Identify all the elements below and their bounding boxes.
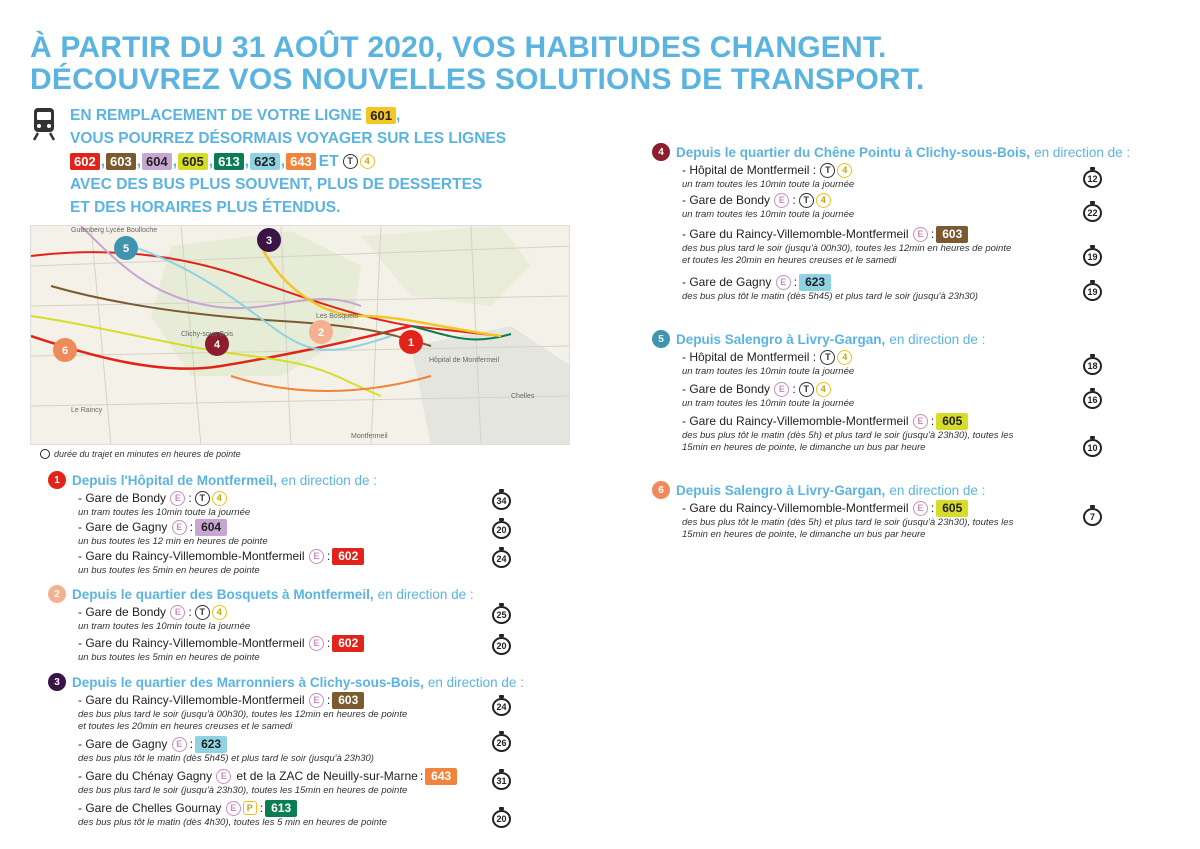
colon: : [930,227,935,241]
tram-symbol-icon: T [343,154,358,169]
destination-name: - Gare de Chelles Gournay [78,801,222,815]
destination-description: un bus toutes les 5min en heures de pointe [78,652,260,663]
line-badge-613: 613 [214,153,244,170]
stopwatch-icon [1083,505,1102,526]
section-suffix: en direction de : [889,482,986,498]
tram-line-4-icon: 4 [212,605,227,620]
map-label-clichy: Clichy-sous-Bois [181,331,234,338]
section-3 [48,673,524,828]
section-1 [48,471,507,576]
section-6 [652,481,1095,540]
section-suffix: en direction de : [889,331,986,347]
separator: , [280,153,286,170]
line-badge-605: 605 [178,153,208,170]
section-5 [652,330,1098,453]
destination-row [78,767,457,785]
travel-time: 24 [492,550,511,568]
destination-row [682,161,854,179]
line-badge-603: 603 [332,692,364,709]
line-badge-603: 603 [936,226,968,243]
destination-row [682,273,978,291]
destination-row [78,603,250,621]
stopwatch-icon [40,449,50,459]
destination-item [682,273,978,303]
stopwatch-icon [1083,354,1102,375]
line-badge-602: 602 [332,635,364,652]
headline [30,32,925,96]
intro-line-5: ET DES HORAIRES PLUS ÉTENDUS. [70,199,341,216]
destination-description: des bus plus tard le soir (jusqu'à 00h30), toutes les 12min en heures de pointe [682,243,1012,254]
intro-line-4: AVEC DES BUS PLUS SOUVENT, PLUS DE DESSERTES [70,176,483,193]
destination-name: - Gare du Raincy-Villemomble-Montfermeil [78,636,305,650]
separator: , [208,153,214,170]
tram-symbol-icon: T [799,193,814,208]
destination-row [78,799,387,817]
destination-name: - Gare du Raincy-Villemomble-Montfermeil [682,227,909,241]
line-badge-623: 623 [799,274,831,291]
stopwatch-icon [492,731,511,752]
map-marker-5: 5 [122,243,130,255]
tram-icon [30,106,58,142]
destination-name: - Gare de Bondy [78,491,167,505]
intro-line-1 [70,104,506,127]
tram-line-4-icon: 4 [212,491,227,506]
rer-e-icon: E [172,737,187,752]
colon: : [930,414,935,428]
destination-name: - Gare de Gagny [78,520,168,534]
destination-description: et toutes les 20min en heures creuses et le samedi [682,255,897,266]
destination-row [78,518,268,536]
section-heading [48,471,377,489]
separator: , [172,153,178,170]
destination-row [78,691,407,709]
destination-description: des bus plus tard le soir (jusqu'à 23h30), toutes les 15min en heures de pointe [78,785,408,796]
section-number-badge: 4 [652,143,670,161]
section-4 [652,143,1131,302]
section-number-badge: 1 [48,471,66,489]
destination-name: - Gare de Bondy [682,193,771,207]
destination-row [78,634,364,652]
destination-item [682,348,854,378]
rer-e-icon: E [913,227,928,242]
destination-name: - Gare du Raincy-Villemomble-Montfermeil [78,549,305,563]
section-title: Depuis le quartier du Chêne Pointu à Clichy-sous-Bois, [676,144,1031,160]
stopwatch-icon [492,695,511,716]
intro-text: EN REMPLACEMENT DE VOTRE LIGNE [70,107,362,124]
tram-symbol-icon: T [820,350,835,365]
separator: , [136,153,142,170]
section-title: Depuis Salengro à Livry-Gargan, [676,331,886,347]
destination-item [78,767,457,797]
travel-time: 18 [1083,357,1102,375]
stopwatch-icon [492,634,511,655]
line-badge-604: 604 [142,153,172,170]
tram-symbol-icon: T [820,163,835,178]
map-marker-1: 1 [407,337,415,349]
travel-time: 20 [492,810,511,828]
headline-line-1: À PARTIR DU 31 AOÛT 2020, VOS HABITUDES CHANGENT. [30,31,887,64]
destination-description: un tram toutes les 10min toute la journée [682,398,855,409]
destination-description: et toutes les 20min en heures creuses et le samedi [78,721,293,732]
travel-time: 19 [1083,283,1102,301]
rer-e-icon: E [774,193,789,208]
rer-e-icon: E [309,693,324,708]
stopwatch-icon [1083,201,1102,222]
tram-line-4-icon: 4 [816,193,831,208]
colon: : [189,520,194,534]
line-badge-623: 623 [195,736,227,753]
stopwatch-icon [492,547,511,568]
rer-e-icon: E [216,769,231,784]
destination-row [78,489,250,507]
line-badge-623: 623 [250,153,280,170]
tram-line-4-icon: 4 [837,163,852,178]
map-label-hopital: Hôpital de Montfermeil [429,357,500,364]
destination-row [682,191,854,209]
colon: : [326,636,331,650]
section-heading [652,143,1130,161]
destination-description: 15min en heures de pointe, le dimanche un bus par heure [682,442,926,453]
colon: : [419,769,424,783]
travel-time: 31 [492,772,511,790]
colon: : [792,382,796,396]
colon: : [792,193,796,207]
section-number-badge: 2 [48,585,66,603]
destination-item [78,634,364,664]
destination-name: - Gare du Raincy-Villemomble-Montfermeil [682,501,909,515]
map-legend [40,449,241,459]
destination-description: un tram toutes les 10min toute la journée [78,507,251,518]
line-badge-604: 604 [195,519,227,536]
section-heading [48,585,474,603]
tram-line-4-icon: 4 [360,154,375,169]
rer-e-icon: E [774,382,789,397]
destination-name: - Gare de Gagny [78,737,168,751]
travel-time: 22 [1083,204,1102,222]
stopwatch-icon [492,769,511,790]
destination-item [682,225,1011,267]
map-label-montfermeil: Montfermeil [351,433,388,440]
rer-e-icon: E [309,636,324,651]
destination-item [78,489,250,519]
line-badge-602: 602 [332,548,364,565]
tram-line-4-icon: 4 [837,350,852,365]
map-label-bosquets: Les Bosquets [316,313,359,320]
map-drawing [31,226,570,445]
destination-description: des bus plus tard le soir (jusqu'à 00h30), toutes les 12min en heures de pointe [78,709,408,720]
line-badge-601: 601 [366,107,396,124]
destination-description: des bus plus tôt le matin (dès 5h45) et plus tard le soir (jusqu'à 23h30) [682,291,978,302]
destination-name: - Gare de Bondy [78,605,167,619]
section-title: Depuis Salengro à Livry-Gargan, [676,482,886,498]
map-label-chelles: Chelles [511,393,535,400]
map-label-le-raincy: Le Raincy [71,407,103,414]
parking-icon: P [243,801,257,815]
rer-e-icon: E [776,275,791,290]
section-suffix: en direction de : [1034,144,1131,160]
stopwatch-icon [1083,280,1102,301]
travel-time: 25 [492,606,511,624]
tram-line-4-icon: 4 [816,382,831,397]
section-title: Depuis l'Hôpital de Montfermeil, [72,472,277,488]
map-marker-3: 3 [265,235,273,247]
stopwatch-icon [492,807,511,828]
colon: : [793,275,798,289]
section-number-badge: 6 [652,481,670,499]
line-badge-603: 603 [106,153,136,170]
destination-item [78,603,250,633]
rer-e-icon: E [170,491,185,506]
destination-row [682,499,1013,517]
separator: , [244,153,250,170]
section-number-badge: 5 [652,330,670,348]
line-badge-602: 602 [70,153,100,170]
destination-row [78,547,364,565]
destination-item [78,691,407,733]
line-badge-643: 643 [286,153,316,170]
destination-item [682,161,854,191]
section-suffix: en direction de : [377,586,474,602]
tram-symbol-icon: T [799,382,814,397]
destination-description: des bus plus tôt le matin (dès 4h30), toutes les 5 min en heures de pointe [78,817,387,828]
destination-name-extra: et de la ZAC de Neuilly-sur-Marne [236,769,418,783]
headline-line-2: DÉCOUVREZ VOS NOUVELLES SOLUTIONS DE TRANSPORT. [30,63,925,96]
rer-e-icon: E [226,801,241,816]
section-title: Depuis le quartier des Bosquets à Montfermeil, [72,586,374,602]
destination-row [78,735,374,753]
section-2 [48,585,507,663]
destination-description: un tram toutes les 10min toute la journée [78,621,251,632]
line-badge-613: 613 [265,800,297,817]
section-heading [48,673,524,691]
destination-description: un bus toutes les 12 min en heures de pointe [78,536,268,547]
colon: : [326,693,331,707]
section-suffix: en direction de : [280,472,378,488]
destination-row [682,348,854,366]
line-badge-605: 605 [936,500,968,517]
travel-time: 34 [492,492,511,510]
destination-name: - Gare du Chénay Gagny [78,769,213,783]
colon: : [259,801,264,815]
map-marker-4: 4 [213,339,221,351]
line-badge-643: 643 [425,768,457,785]
travel-time: 26 [492,734,511,752]
destination-item [78,518,268,548]
destination-description: un tram toutes les 10min toute la journée [682,179,855,190]
destination-item [78,799,387,829]
travel-time: 24 [492,698,511,716]
travel-time: 12 [1083,170,1102,188]
destination-description: des bus plus tôt le matin (dès 5h) et plus tard le soir (jusqu'à 23h30), toutes les [682,517,1014,528]
destination-item [78,735,374,765]
network-map [30,225,570,445]
destination-item [682,412,1013,454]
destination-description: des bus plus tôt le matin (dès 5h) et plus tard le soir (jusqu'à 23h30), toutes les [682,430,1014,441]
destination-description: un bus toutes les 5min en heures de pointe [78,565,260,576]
travel-time: 20 [492,637,511,655]
section-heading [652,481,985,499]
intro [70,104,506,219]
destination-description: 15min en heures de pointe, le dimanche un bus par heure [682,529,926,540]
colon: : [930,501,935,515]
stopwatch-icon [492,489,511,510]
destination-description: des bus plus tôt le matin (dès 5h45) et plus tard le soir (jusqu'à 23h30) [78,753,374,764]
rer-e-icon: E [170,605,185,620]
stopwatch-icon [1083,245,1102,266]
destination-description: un tram toutes les 10min toute la journée [682,366,855,377]
destination-item [682,380,854,410]
rer-e-icon: E [172,520,187,535]
tram-symbol-icon: T [195,491,210,506]
line-badge-605: 605 [936,413,968,430]
travel-time: 7 [1083,508,1102,526]
destination-name: - Hôpital de Montfermeil : [682,350,817,364]
destination-item [78,547,364,577]
stopwatch-icon [1083,167,1102,188]
stopwatch-icon [1083,436,1102,457]
destination-row [682,225,1011,243]
section-title: Depuis le quartier des Marronniers à Clichy-sous-Bois, [72,674,424,690]
rer-e-icon: E [913,501,928,516]
destination-row [682,380,854,398]
intro-comma: , [395,107,401,124]
section-number-badge: 3 [48,673,66,691]
destination-item [682,191,854,221]
destination-name: - Gare de Gagny [682,275,772,289]
travel-time: 19 [1083,248,1102,266]
colon: : [326,549,331,563]
stopwatch-icon [492,603,511,624]
et-label: ET [318,153,339,170]
legend-text: durée du trajet en minutes en heures de pointe [54,449,241,459]
section-suffix: en direction de : [427,674,524,690]
travel-time: 16 [1083,391,1102,409]
stopwatch-icon [492,518,511,539]
destination-description: un tram toutes les 10min toute la journée [682,209,855,220]
destination-row [682,412,1013,430]
intro-line-2: VOUS POURREZ DÉSORMAIS VOYAGER SUR LES LIGNES [70,130,507,147]
travel-time: 10 [1083,439,1102,457]
tram-symbol-icon: T [195,605,210,620]
destination-name: - Gare du Raincy-Villemomble-Montfermeil [78,693,305,707]
colon: : [189,737,194,751]
destination-name: - Gare de Bondy [682,382,771,396]
intro-line-badges [70,150,506,173]
section-heading [652,330,985,348]
separator: , [100,153,106,170]
destination-item [682,499,1013,541]
stopwatch-icon [1083,388,1102,409]
travel-time: 20 [492,521,511,539]
map-marker-2: 2 [317,327,325,339]
colon: : [188,491,192,505]
map-marker-6: 6 [61,345,69,357]
destination-name: - Gare du Raincy-Villemomble-Montfermeil [682,414,909,428]
rer-e-icon: E [309,549,324,564]
colon: : [188,605,192,619]
rer-e-icon: E [913,414,928,429]
map-label-gutenberg: Gutenberg Lycée Boulloche [71,227,158,234]
destination-name: - Hôpital de Montfermeil : [682,163,817,177]
